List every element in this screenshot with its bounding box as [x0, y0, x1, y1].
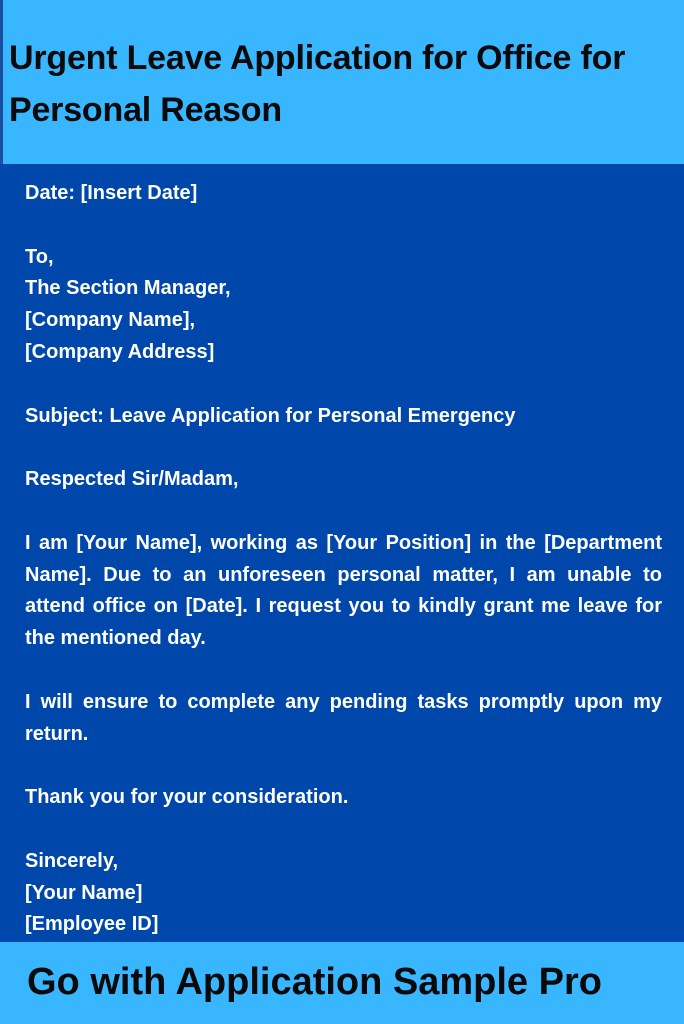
- body-paragraph-1: I am [Your Name], working as [Your Position] in the [Department Name]. Due to an unforeseen personal matter, I am unable to attend office on [Date]. I request you to kindly grant me leave for the mentioned day.: [25, 531, 662, 650]
- letter-salutation: Respected Sir/Madam,: [25, 468, 239, 491]
- page-title: Urgent Leave Application for Office for Personal Reason: [9, 39, 626, 129]
- letter-subject: Subject: Leave Application for Personal Emergency: [25, 404, 516, 427]
- letter-body: [25, 178, 662, 973]
- signature-block: [25, 846, 662, 941]
- recipient-title: The Section Manager,: [25, 277, 231, 300]
- recipient-block: [25, 242, 662, 369]
- letter-thanks: Thank you for your consideration.: [25, 786, 349, 809]
- footer-banner: [0, 942, 684, 1024]
- body-paragraph-2: I will ensure to complete any pending tasks promptly upon my return.: [25, 690, 662, 745]
- footer-text: Go with Application Sample Pro: [27, 961, 602, 1003]
- signature-name: [Your Name]: [25, 881, 143, 904]
- letter-to: To,: [25, 245, 54, 268]
- company-address: [Company Address]: [25, 340, 215, 363]
- company-name: [Company Name],: [25, 309, 196, 332]
- header-banner: [0, 0, 684, 164]
- letter-closing: Sincerely,: [25, 849, 119, 872]
- letter-date: Date: [Insert Date]: [25, 182, 198, 204]
- employee-id: [Employee ID]: [25, 913, 159, 936]
